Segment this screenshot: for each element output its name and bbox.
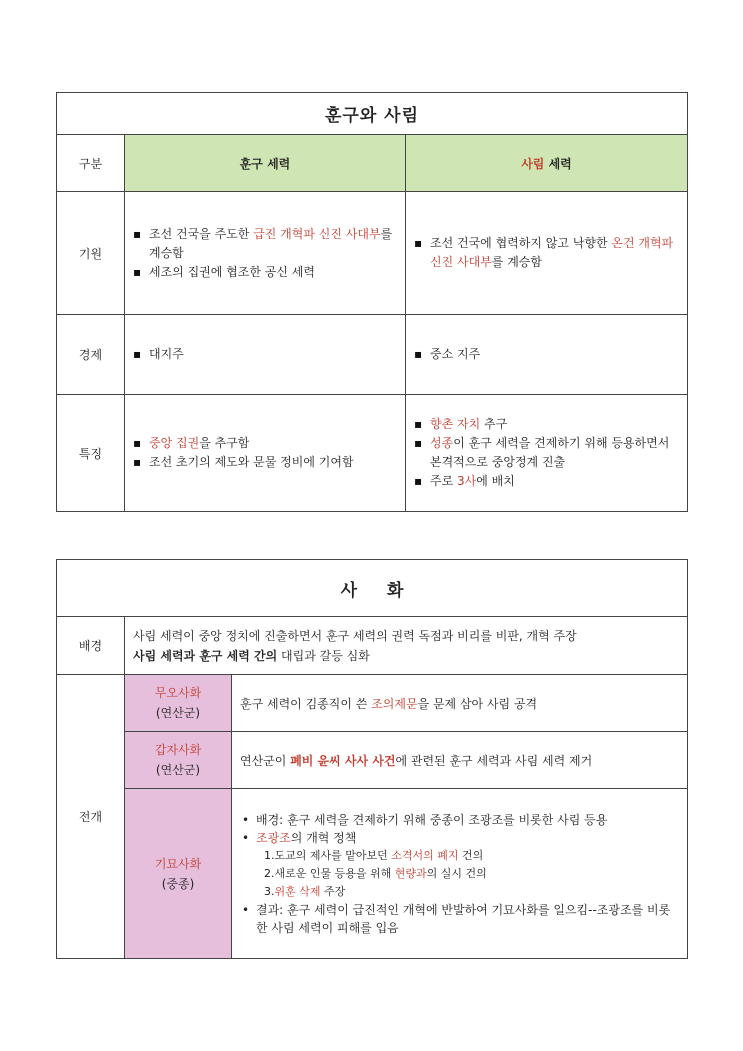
- list-item: [133, 225, 399, 263]
- list-item: ▪ 세조의 집권에 협조한 공신 세력: [133, 263, 399, 282]
- text: 에 배치: [476, 474, 515, 488]
- list-item: [414, 415, 681, 434]
- highlight: 조의제문: [371, 696, 418, 711]
- row-origin-label: 기원: [57, 192, 125, 315]
- row-background: [57, 617, 688, 675]
- list-item: [240, 829, 681, 847]
- hungu-sarim-table: [56, 92, 688, 512]
- row-features: [57, 395, 688, 512]
- highlight: 향촌 자치: [430, 417, 481, 431]
- event-name: 무오사화: [154, 686, 202, 700]
- row-development-label: 전개: [57, 675, 125, 959]
- text: 건의: [458, 848, 484, 862]
- bold-text: 사림 세력과 훈구 세력 간의: [133, 648, 278, 663]
- list-item: [414, 472, 681, 491]
- row-features-label: 특징: [57, 395, 125, 512]
- list-item: [414, 234, 681, 272]
- text: 을 문제 삼아 사림 공격: [417, 696, 538, 711]
- highlight: 위훈 삭제: [274, 884, 321, 898]
- highlight: 조광조: [256, 830, 291, 845]
- background-line-2: [133, 646, 679, 666]
- sub-item: [240, 847, 681, 865]
- text: 주로: [430, 474, 457, 488]
- muo-desc: [232, 675, 688, 732]
- row-background-label: 배경: [57, 617, 125, 675]
- background-line-1: 사림 세력이 중앙 정치에 진출하면서 훈구 세력의 권력 독점과 비리를 비판, 개혁 주장: [133, 628, 577, 643]
- text: 3.: [264, 884, 275, 898]
- row-economy-label: 경제: [57, 315, 125, 395]
- row-gimyo: [57, 789, 688, 959]
- economy-hungu-cell: [125, 315, 406, 395]
- list-item: [133, 434, 399, 453]
- features-sarim-cell: [406, 395, 688, 512]
- features-hungu-cell: [125, 395, 406, 512]
- text: 를 계승함: [491, 255, 542, 269]
- row-origin: [57, 192, 688, 315]
- sub-item: [240, 883, 681, 901]
- list-item: [414, 434, 681, 472]
- text: 의 실시 건의: [426, 866, 487, 880]
- row-gapja: [57, 732, 688, 789]
- list-item: ▪ 조선 초기의 제도와 문물 정비에 기여함: [133, 453, 399, 472]
- row-economy: [57, 315, 688, 395]
- event-name: 갑자사화: [154, 743, 202, 757]
- event-muo: [125, 675, 232, 732]
- text: 2.새로운 인물 등용을 위해: [264, 866, 395, 880]
- highlight: 급진 개혁파 신진 사대부: [253, 226, 381, 241]
- event-name: 기묘사화: [154, 856, 202, 871]
- highlight: 온건 개혁파 신진 사대부: [430, 236, 674, 269]
- text: 조선 건국을 주도한: [149, 226, 254, 241]
- header-hungu: 훈구 세력: [125, 135, 406, 192]
- header-sarim: [406, 135, 688, 192]
- event-gapja: [125, 732, 232, 789]
- text: 대립과 갈등 심화: [277, 648, 370, 663]
- text: 훈구 세력이 김종직이 쓴: [240, 696, 372, 711]
- text: 에 관련된 훈구 세력과 사림 세력 제거: [395, 753, 593, 768]
- highlight: 3사: [457, 474, 477, 488]
- list-item: • 결과: 훈구 세력이 급진적인 개혁에 반발하여 기묘사화를 일으킴--조광조를 비롯한 사림 세력이 피해를 입음: [240, 901, 681, 937]
- event-king: (중종): [161, 876, 195, 891]
- list-item: ▪ 대지주: [133, 345, 399, 364]
- sahwa-table: [56, 559, 688, 959]
- text: 주장: [320, 884, 346, 898]
- highlight: 현량과: [394, 866, 427, 880]
- highlight: 중앙 집권: [149, 436, 200, 450]
- highlight: 성종: [430, 436, 454, 450]
- text: 조선 건국에 협력하지 않고 낙향한: [430, 236, 612, 250]
- gapja-desc: [232, 732, 688, 789]
- text: 1.도교의 제사를 맡아보던: [264, 848, 392, 862]
- highlight: 소격서의 폐지: [391, 848, 459, 862]
- text: 추구: [480, 417, 508, 431]
- list-item: ▪ 중소 지주: [414, 345, 681, 364]
- text: 을 추구함: [199, 436, 250, 450]
- origin-sarim-cell: [406, 192, 688, 315]
- text: 의 개혁 정책: [290, 830, 357, 845]
- text: 를 계승함: [149, 226, 393, 260]
- highlight: 폐비 윤씨 사사 사건: [290, 753, 396, 768]
- header-category: 구분: [57, 135, 125, 192]
- text: 이 훈구 세력을 견제하기 위해 등용하면서 본격적으로 중앙정계 진출: [430, 436, 670, 469]
- table2-title: 사화: [57, 560, 688, 617]
- event-king: (연산군): [155, 763, 201, 777]
- list-item: • 배경: 훈구 세력을 견제하기 위해 중종이 조광조를 비롯한 사림 등용: [240, 811, 681, 829]
- header-sarim-rest: 세력: [544, 156, 572, 171]
- header-sarim-red: 사림: [521, 156, 545, 171]
- gimyo-desc: [232, 789, 688, 959]
- event-gimyo: [125, 789, 232, 959]
- row-muo: [57, 675, 688, 732]
- origin-hungu-cell: [125, 192, 406, 315]
- sub-item: [240, 865, 681, 883]
- background-cell: [125, 617, 688, 675]
- event-king: (연산군): [155, 706, 201, 720]
- economy-sarim-cell: [406, 315, 688, 395]
- text: 연산군이: [240, 753, 291, 768]
- table1-header-row: [57, 135, 688, 192]
- table1-title: 훈구와 사림: [57, 93, 688, 135]
